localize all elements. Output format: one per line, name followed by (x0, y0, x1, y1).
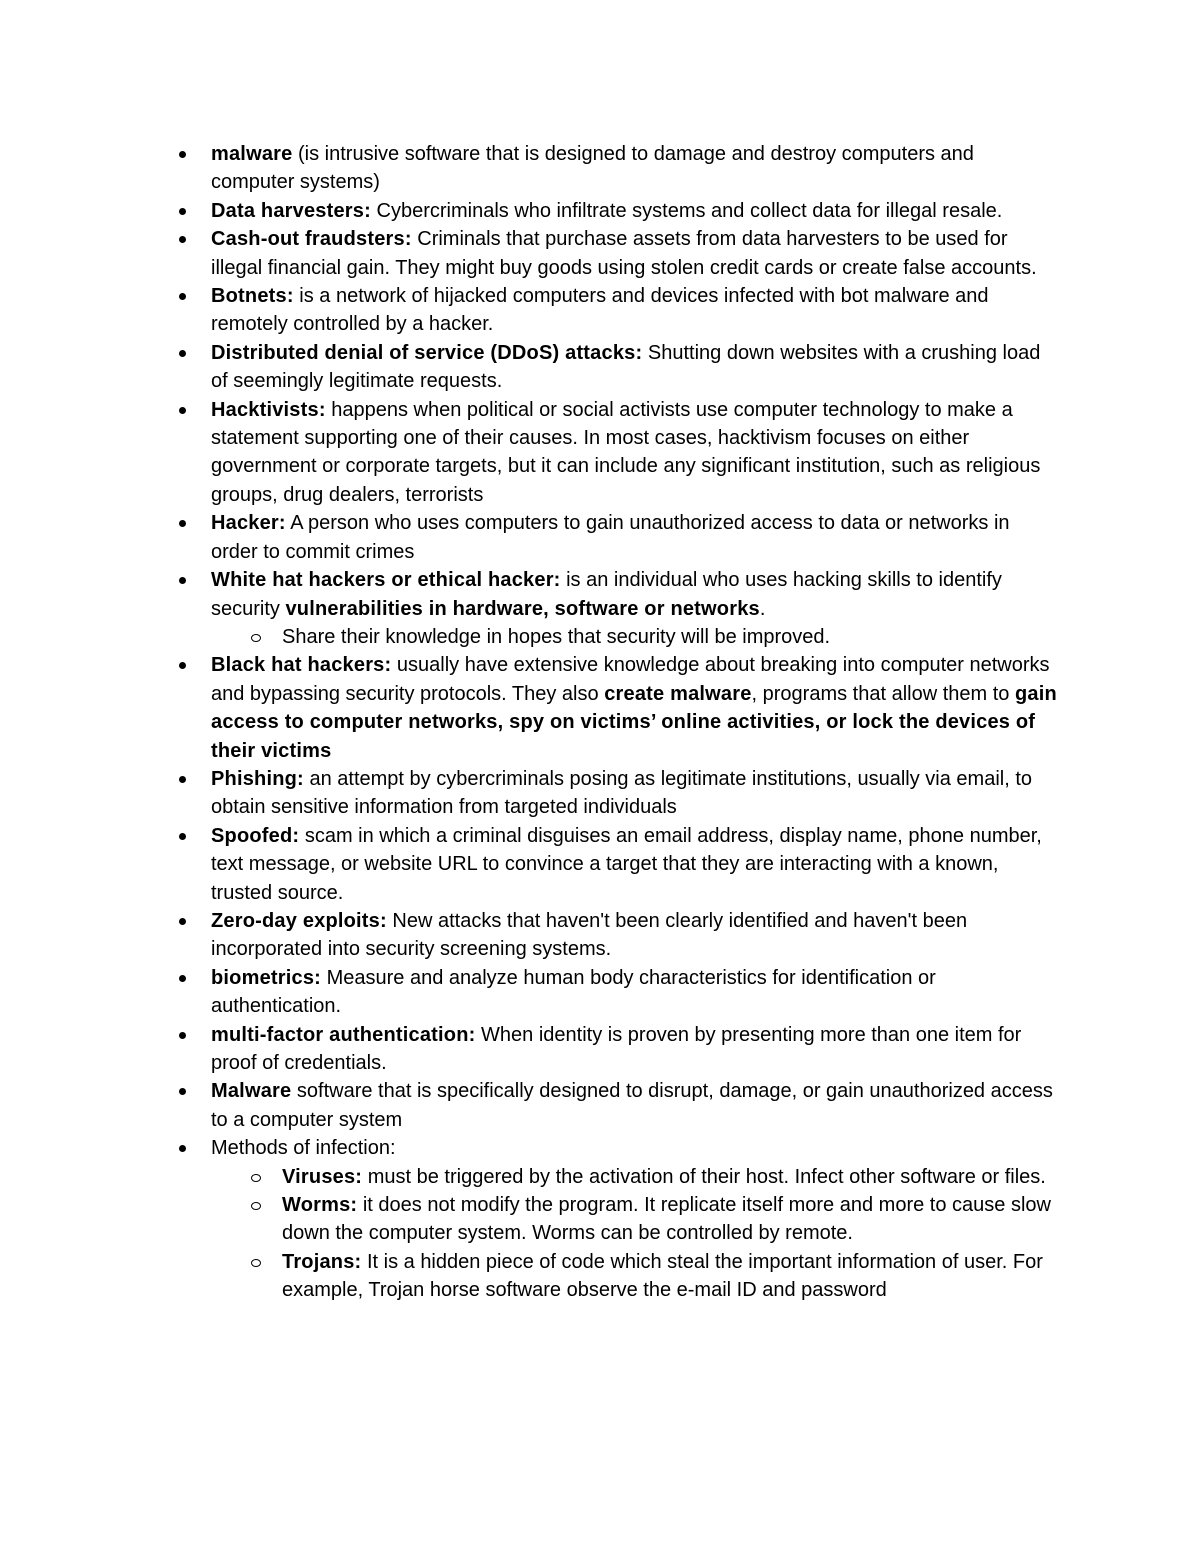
list-item (211, 396, 1059, 510)
bullet-icon (179, 577, 186, 584)
bullet-icon (179, 293, 186, 300)
list-item (211, 566, 1059, 623)
term-text: create malware (604, 682, 752, 705)
sub-list-item (282, 1248, 1060, 1305)
term-text: Hacker: (211, 512, 286, 535)
list-item (211, 339, 1059, 396)
bullet-icon (179, 975, 186, 982)
definition-text: Share their knowledge in hopes that security will be improved. (282, 625, 831, 648)
definition-text: Cybercriminals who infiltrate systems and collect data for illegal resale. (370, 199, 1003, 222)
list-item (211, 651, 1059, 765)
bullet-icon (179, 1032, 186, 1039)
definition-text: must be triggered by the activation of their host. Infect other software or files. (362, 1165, 1046, 1188)
definition-text: usually have extensive knowledge about breaking into computer networks and bypassing security protocols. They also (211, 654, 1050, 705)
bullet-icon (179, 918, 186, 925)
definition-text: is a network of hijacked computers and devices infected with bot malware and remotely controlled by a hacker. (211, 285, 989, 336)
term-text: Trojans: (282, 1250, 362, 1273)
definition-text: software that is specifically designed to disrupt, damage, or gain unauthorized access to a computer system (211, 1080, 1053, 1131)
bullet-icon (179, 662, 186, 669)
term-text: Botnets: (211, 285, 294, 308)
term-text: Black hat hackers: (211, 654, 392, 677)
list-item (211, 1134, 1059, 1162)
sub-list-item (282, 1163, 1060, 1191)
term-text: Malware (211, 1080, 292, 1103)
sub-list-item (282, 623, 1060, 651)
list-item (211, 765, 1059, 822)
definition-text: , programs that allow them to (751, 682, 1015, 705)
term-text: Hacktivists: (211, 398, 326, 421)
bullet-icon (179, 520, 186, 527)
list-item (211, 225, 1059, 282)
definition-text: an attempt by cybercriminals posing as legitimate institutions, usually via email, to obtain sensitive information from targeted individuals (211, 767, 1033, 819)
definition-text: It is a hidden piece of code which steal the important information of user. For example, Trojan horse software observe the e-mail ID and password (282, 1250, 1043, 1302)
list-item (211, 197, 1059, 225)
term-text: multi-factor authentication: (211, 1023, 476, 1046)
hollow-bullet-icon (251, 1202, 261, 1210)
bullet-icon (179, 1145, 186, 1152)
definition-text: (is intrusive software that is designed to damage and destroy computers and computer systems) (211, 143, 974, 194)
term-text: White hat hackers or ethical hacker: (211, 569, 561, 592)
term-text: vulnerabilities in hardware, software or networks (285, 597, 760, 620)
list-item (211, 1077, 1059, 1134)
term-text: biometrics: (211, 966, 322, 989)
term-text: Worms: (282, 1194, 358, 1217)
term-text: Cash-out fraudsters: (211, 228, 412, 251)
bullet-icon (179, 407, 186, 414)
term-text: Viruses: (282, 1165, 363, 1188)
list-item (211, 1021, 1059, 1078)
list-item (211, 509, 1059, 566)
bullet-icon (179, 350, 186, 357)
definition-text: happens when political or social activists use computer technology to make a statement supporting one of their causes. In most cases, hacktivism focuses on either government or corporate targets, but it can include any significant institution, such as religious groups, drug dealers, terrorists (211, 398, 1041, 506)
definition-text: it does not modify the program. It replicate itself more and more to cause slow down the computer system. Worms can be controlled by remote. (282, 1194, 1051, 1245)
definition-text: is an individual who uses hacking skills to identify security (211, 569, 1002, 620)
term-text: Data harvesters: (211, 199, 371, 222)
definition-text: Methods of infection: (211, 1137, 396, 1160)
hollow-bullet-icon (251, 1259, 261, 1267)
term-text: Phishing: (211, 767, 304, 790)
list-item (211, 822, 1059, 907)
definition-text: scam in which a criminal disguises an email address, display name, phone number, text message, or website URL to convince a target that they are interacting with a known, trusted source. (211, 824, 1042, 904)
sub-list-item (282, 1191, 1060, 1248)
definition-text: Shutting down websites with a crushing load of seemingly legitimate requests. (211, 341, 1041, 393)
definition-text: Criminals that purchase assets from data harvesters to be used for illegal financial gain. They might buy goods using stolen credit cards or create false accounts. (211, 228, 1037, 279)
bullet-icon (179, 208, 186, 215)
bullet-icon (179, 236, 186, 243)
term-text: Zero-day exploits: (211, 909, 387, 932)
term-text: malware (211, 143, 293, 165)
bullet-icon (179, 151, 186, 158)
list-item (211, 282, 1059, 339)
definition-text: Measure and analyze human body characteristics for identification or authentication. (211, 966, 936, 1018)
list-item (211, 907, 1059, 964)
bullet-icon (179, 833, 186, 840)
hollow-bullet-icon (251, 1174, 261, 1182)
hollow-bullet-icon (251, 634, 261, 642)
term-text: Distributed denial of service (DDoS) attacks: (211, 341, 643, 364)
bullet-list (0, 140, 1200, 1305)
term-text: gain access to computer networks, spy on victims’ online activities, or lock the devices of their victims (211, 682, 1057, 762)
bullet-icon (179, 776, 186, 783)
list-item (211, 964, 1059, 1021)
definition-text: When identity is proven by presenting more than one item for proof of credentials. (211, 1023, 1022, 1074)
definition-text: . (759, 597, 766, 620)
list-item (211, 140, 1059, 197)
bullet-icon (179, 1088, 186, 1095)
definition-text: A person who uses computers to gain unauthorized access to data or networks in order to commit crimes (211, 512, 1010, 563)
definition-text: New attacks that haven't been clearly identified and haven't been incorporated into security screening systems. (211, 909, 968, 961)
term-text: Spoofed: (211, 824, 300, 847)
